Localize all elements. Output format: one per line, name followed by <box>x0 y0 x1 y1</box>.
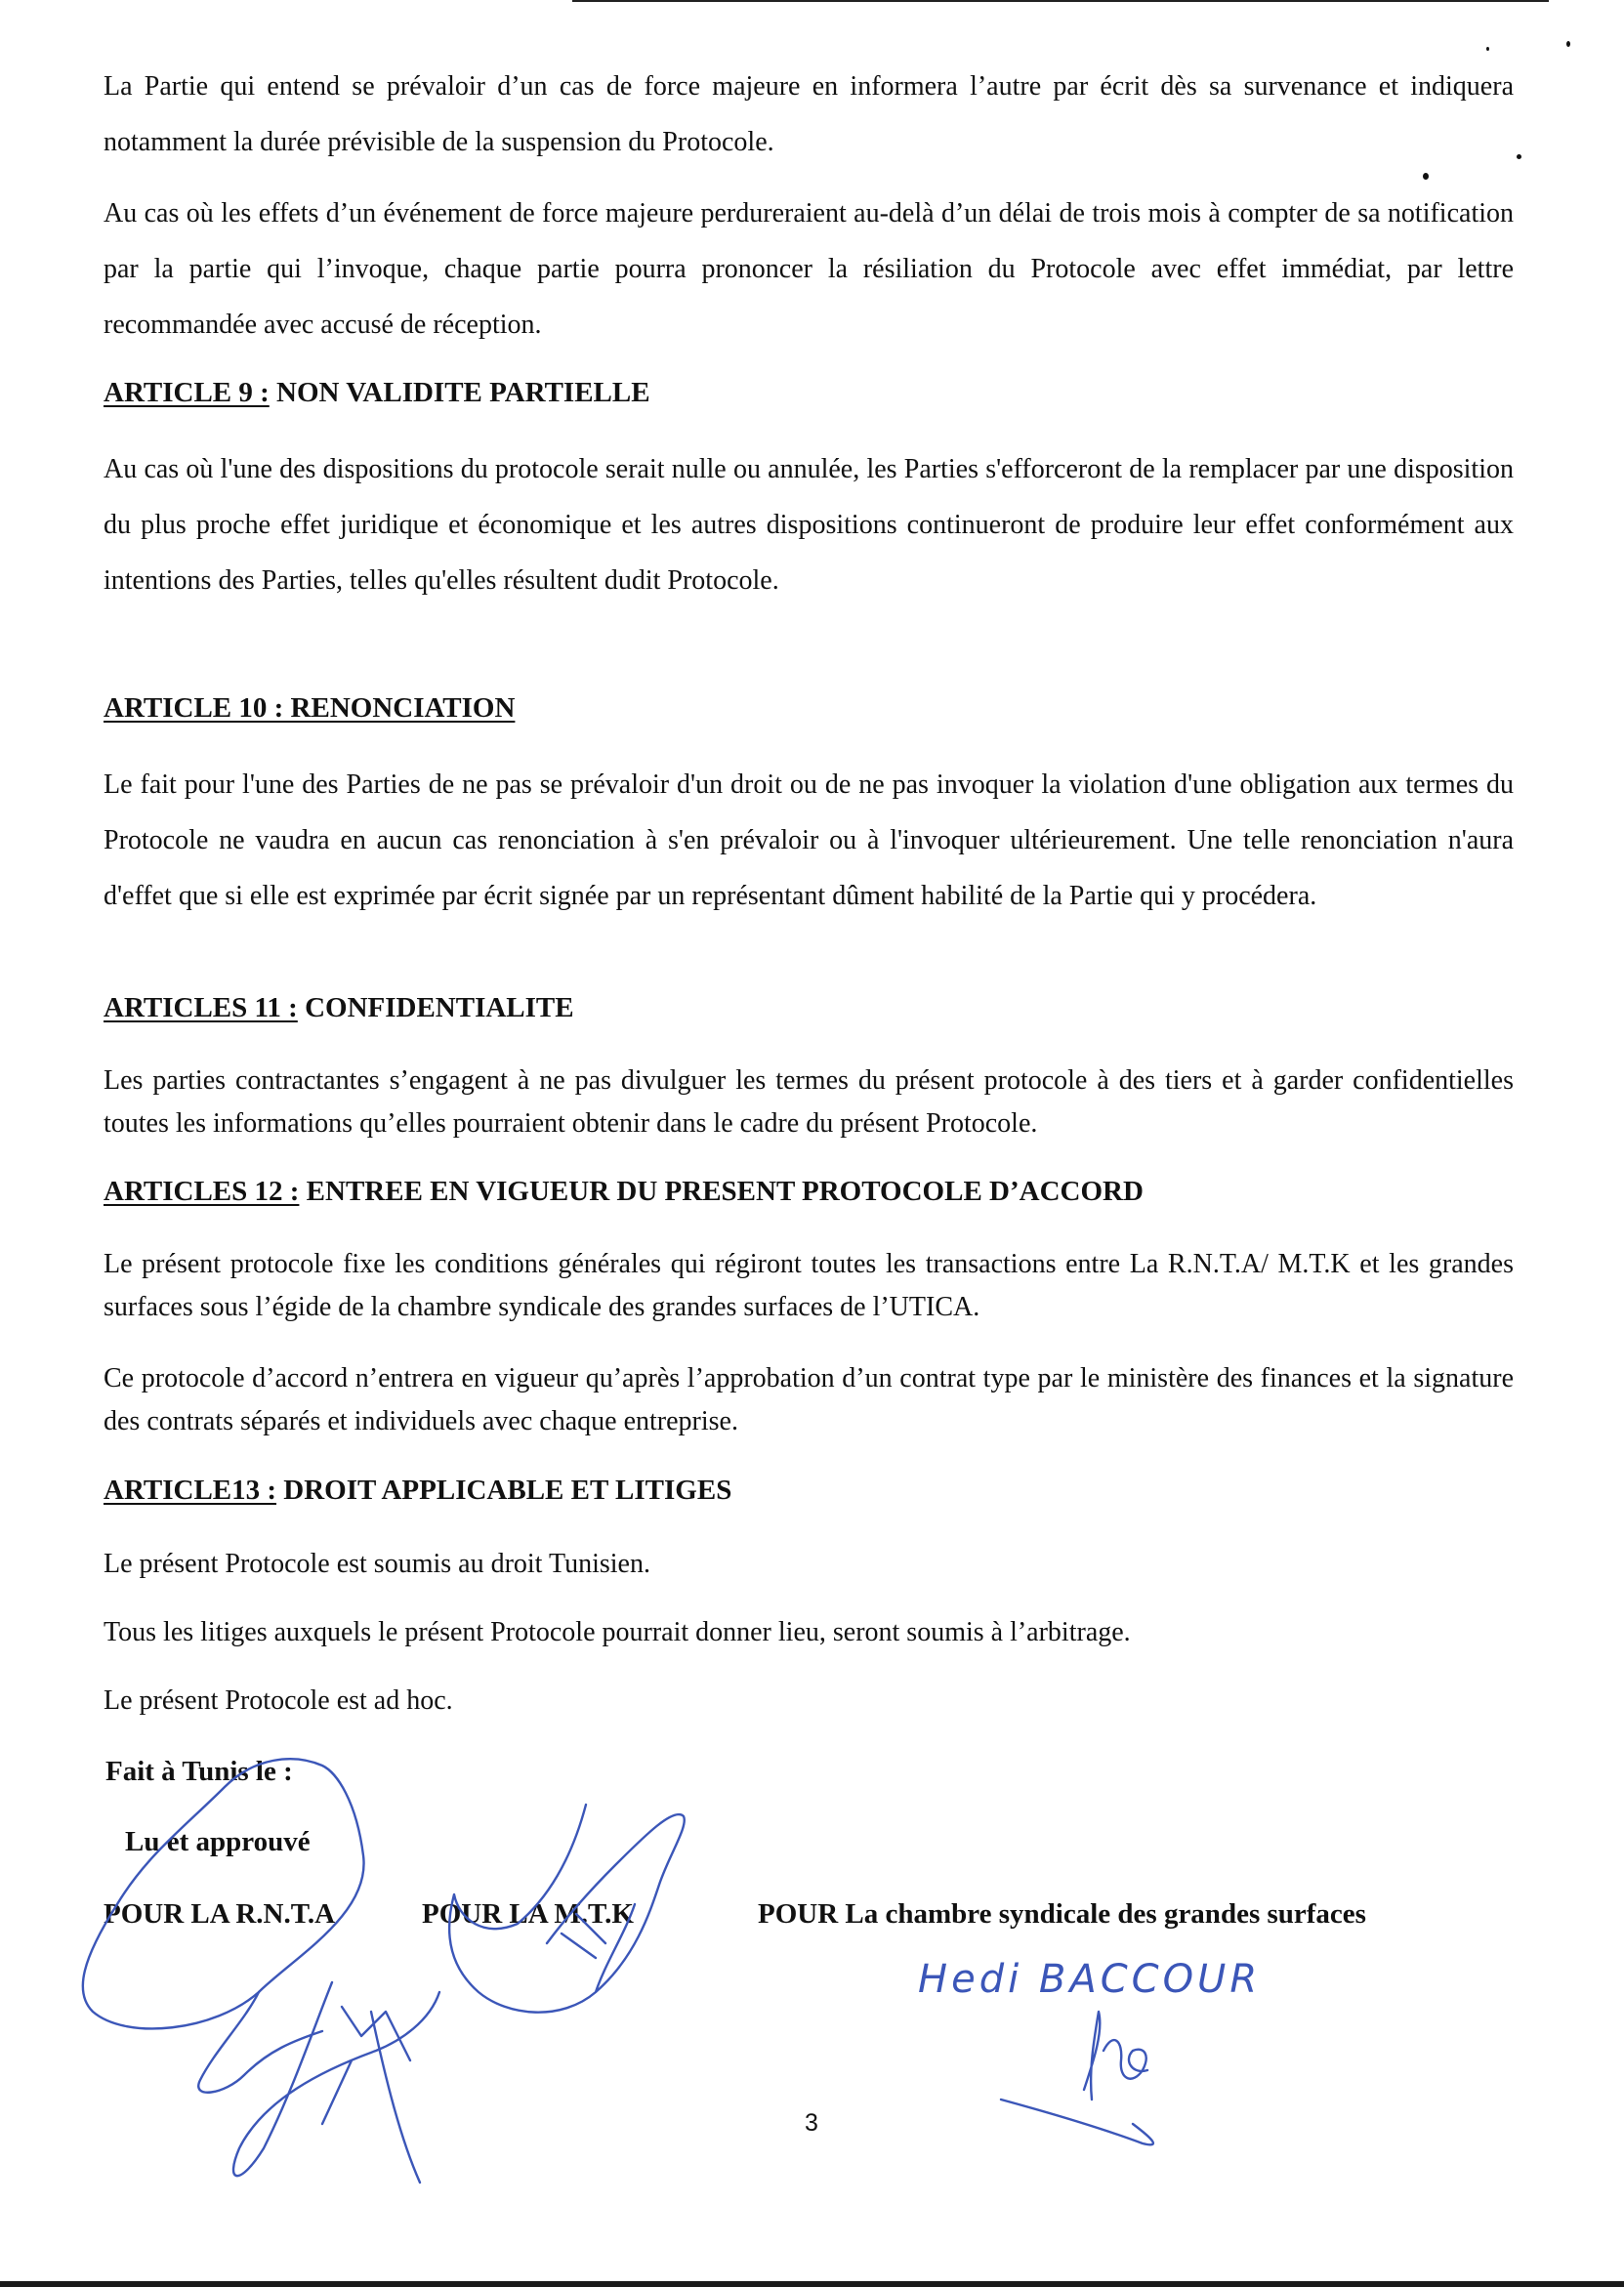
handwritten-name: Hedi BACCOUR <box>918 1957 1262 2002</box>
article-11-heading-block <box>104 992 1514 1024</box>
article-9-heading-block <box>104 377 1514 409</box>
article-10-heading-block <box>104 692 1514 725</box>
article-13-title: DROIT APPLICABLE ET LITIGES <box>276 1475 732 1506</box>
article-12-title: ENTREE EN VIGUEUR DU PRESENT PROTOCOLE D’ACCORD <box>299 1176 1144 1207</box>
article-9-heading <box>104 377 1514 409</box>
article-9-body <box>104 441 1514 608</box>
intro-section <box>104 59 1514 170</box>
article-11-body <box>104 1060 1514 1145</box>
party-rnta-label: POUR LA R.N.T.A <box>104 1898 336 1930</box>
party-chamber-label: POUR La chambre syndicale des grandes surfaces <box>758 1898 1366 1930</box>
article-11-heading <box>104 992 1514 1024</box>
scan-speck <box>1566 41 1570 47</box>
paragraph-force-majeure-notice: La Partie qui entend se prévaloir d’un cas de force majeure en informera l’autre par écrit dès sa survenance et indiquera notamment la durée prévisible de la suspension du Protocole. <box>104 71 1514 157</box>
article-13-text-3: Le présent Protocole est ad hoc. <box>104 1685 453 1716</box>
article-12-text-1: Le présent protocole fixe les conditions générales qui régiront toutes les transactions entre La R.N.T.A/ M.T.K et les grandes surfaces sous l’égide de la chambre syndicale des grandes surfaces de l’UTICA. <box>104 1249 1514 1322</box>
article-11-text: Les parties contractantes s’engagent à ne pas divulguer les termes du présent protocole à des tiers et à garder confidentielles toutes les informations qu’elles pourraient obtenir dans le cadre du présent Protocole. <box>104 1065 1514 1139</box>
article-13-heading-block <box>104 1475 1514 1507</box>
top-border-line <box>572 0 1549 2</box>
article-10-heading <box>104 692 1514 725</box>
article-13-text-2: Tous les litiges auxquels le présent Protocole pourrait donner lieu, seront soumis à l’arbitrage. <box>104 1617 1131 1647</box>
signature-rnta <box>83 1759 364 2028</box>
party-mtk-label: POUR LA M.T.K <box>422 1898 634 1930</box>
article-9-label: ARTICLE 9 : <box>104 377 270 408</box>
article-12-body-2 <box>104 1357 1514 1443</box>
article-13-body-1 <box>104 1543 1514 1586</box>
article-10-text: Le fait pour l'une des Parties de ne pas se prévaloir d'un droit ou de ne pas invoquer la violation d'une obligation aux termes du Protocole ne vaudra en aucun cas renonciation à s'en prévaloir ou à l'invoquer ultérieurement. Une telle renonciation n'aura d'effet que si elle est exprimée par écrit signée par un représentant dûment habilité de la Partie qui y procédera. <box>104 769 1514 911</box>
page-number: 3 <box>805 2109 818 2137</box>
bottom-border-line <box>0 2281 1624 2287</box>
paragraph-force-majeure-termination: Au cas où les effets d’un événement de force majeure perdureraient au-delà d’un délai de trois mois à compter de sa notification par la partie qui l’invoque, chaque partie pourra prononcer la résiliation du Protocole avec effet immédiat, par lettre recommandée avec accusé de réception. <box>104 198 1514 340</box>
article-10-label: ARTICLE 10 : RENONCIATION <box>104 692 516 724</box>
signature-chamber <box>1001 2012 1153 2144</box>
article-12-heading-block <box>104 1176 1514 1208</box>
article-12-heading <box>104 1176 1514 1208</box>
article-12-body-1 <box>104 1243 1514 1329</box>
article-9-text: Au cas où l'une des dispositions du protocole serait nulle ou annulée, les Parties s'efforceront de la remplacer par une disposition du plus proche effet juridique et économique et les autres dispositions continueront de produire leur effet conformément aux intentions des Parties, telles qu'elles résultent dudit Protocole. <box>104 454 1514 596</box>
article-13-body-3 <box>104 1680 1514 1723</box>
article-13-label: ARTICLE13 : <box>104 1475 277 1506</box>
approved-label: Lu et approuvé <box>125 1826 311 1857</box>
article-11-label: ARTICLES 11 : <box>104 992 298 1023</box>
article-10-body <box>104 757 1514 924</box>
scan-speck <box>1517 154 1521 159</box>
place-date-label: Fait à Tunis le : <box>105 1756 293 1787</box>
article-12-text-2: Ce protocole d’accord n’entrera en vigueur qu’après l’approbation d’un contrat type par le ministère des finances et la signature des contrats séparés et individuels avec chaque entreprise. <box>104 1363 1514 1436</box>
article-12-label: ARTICLES 12 : <box>104 1176 300 1207</box>
scan-speck <box>1486 47 1489 51</box>
scan-speck <box>1423 173 1429 180</box>
article-13-body-2 <box>104 1611 1514 1654</box>
article-9-title: NON VALIDITE PARTIELLE <box>269 377 650 408</box>
intro-section-2 <box>104 186 1514 353</box>
article-13-text-1: Le présent Protocole est soumis au droit Tunisien. <box>104 1549 650 1579</box>
article-13-heading <box>104 1475 1514 1507</box>
article-11-title: CONFIDENTIALITE <box>297 992 574 1023</box>
signature-rnta-tail <box>198 1982 439 2183</box>
